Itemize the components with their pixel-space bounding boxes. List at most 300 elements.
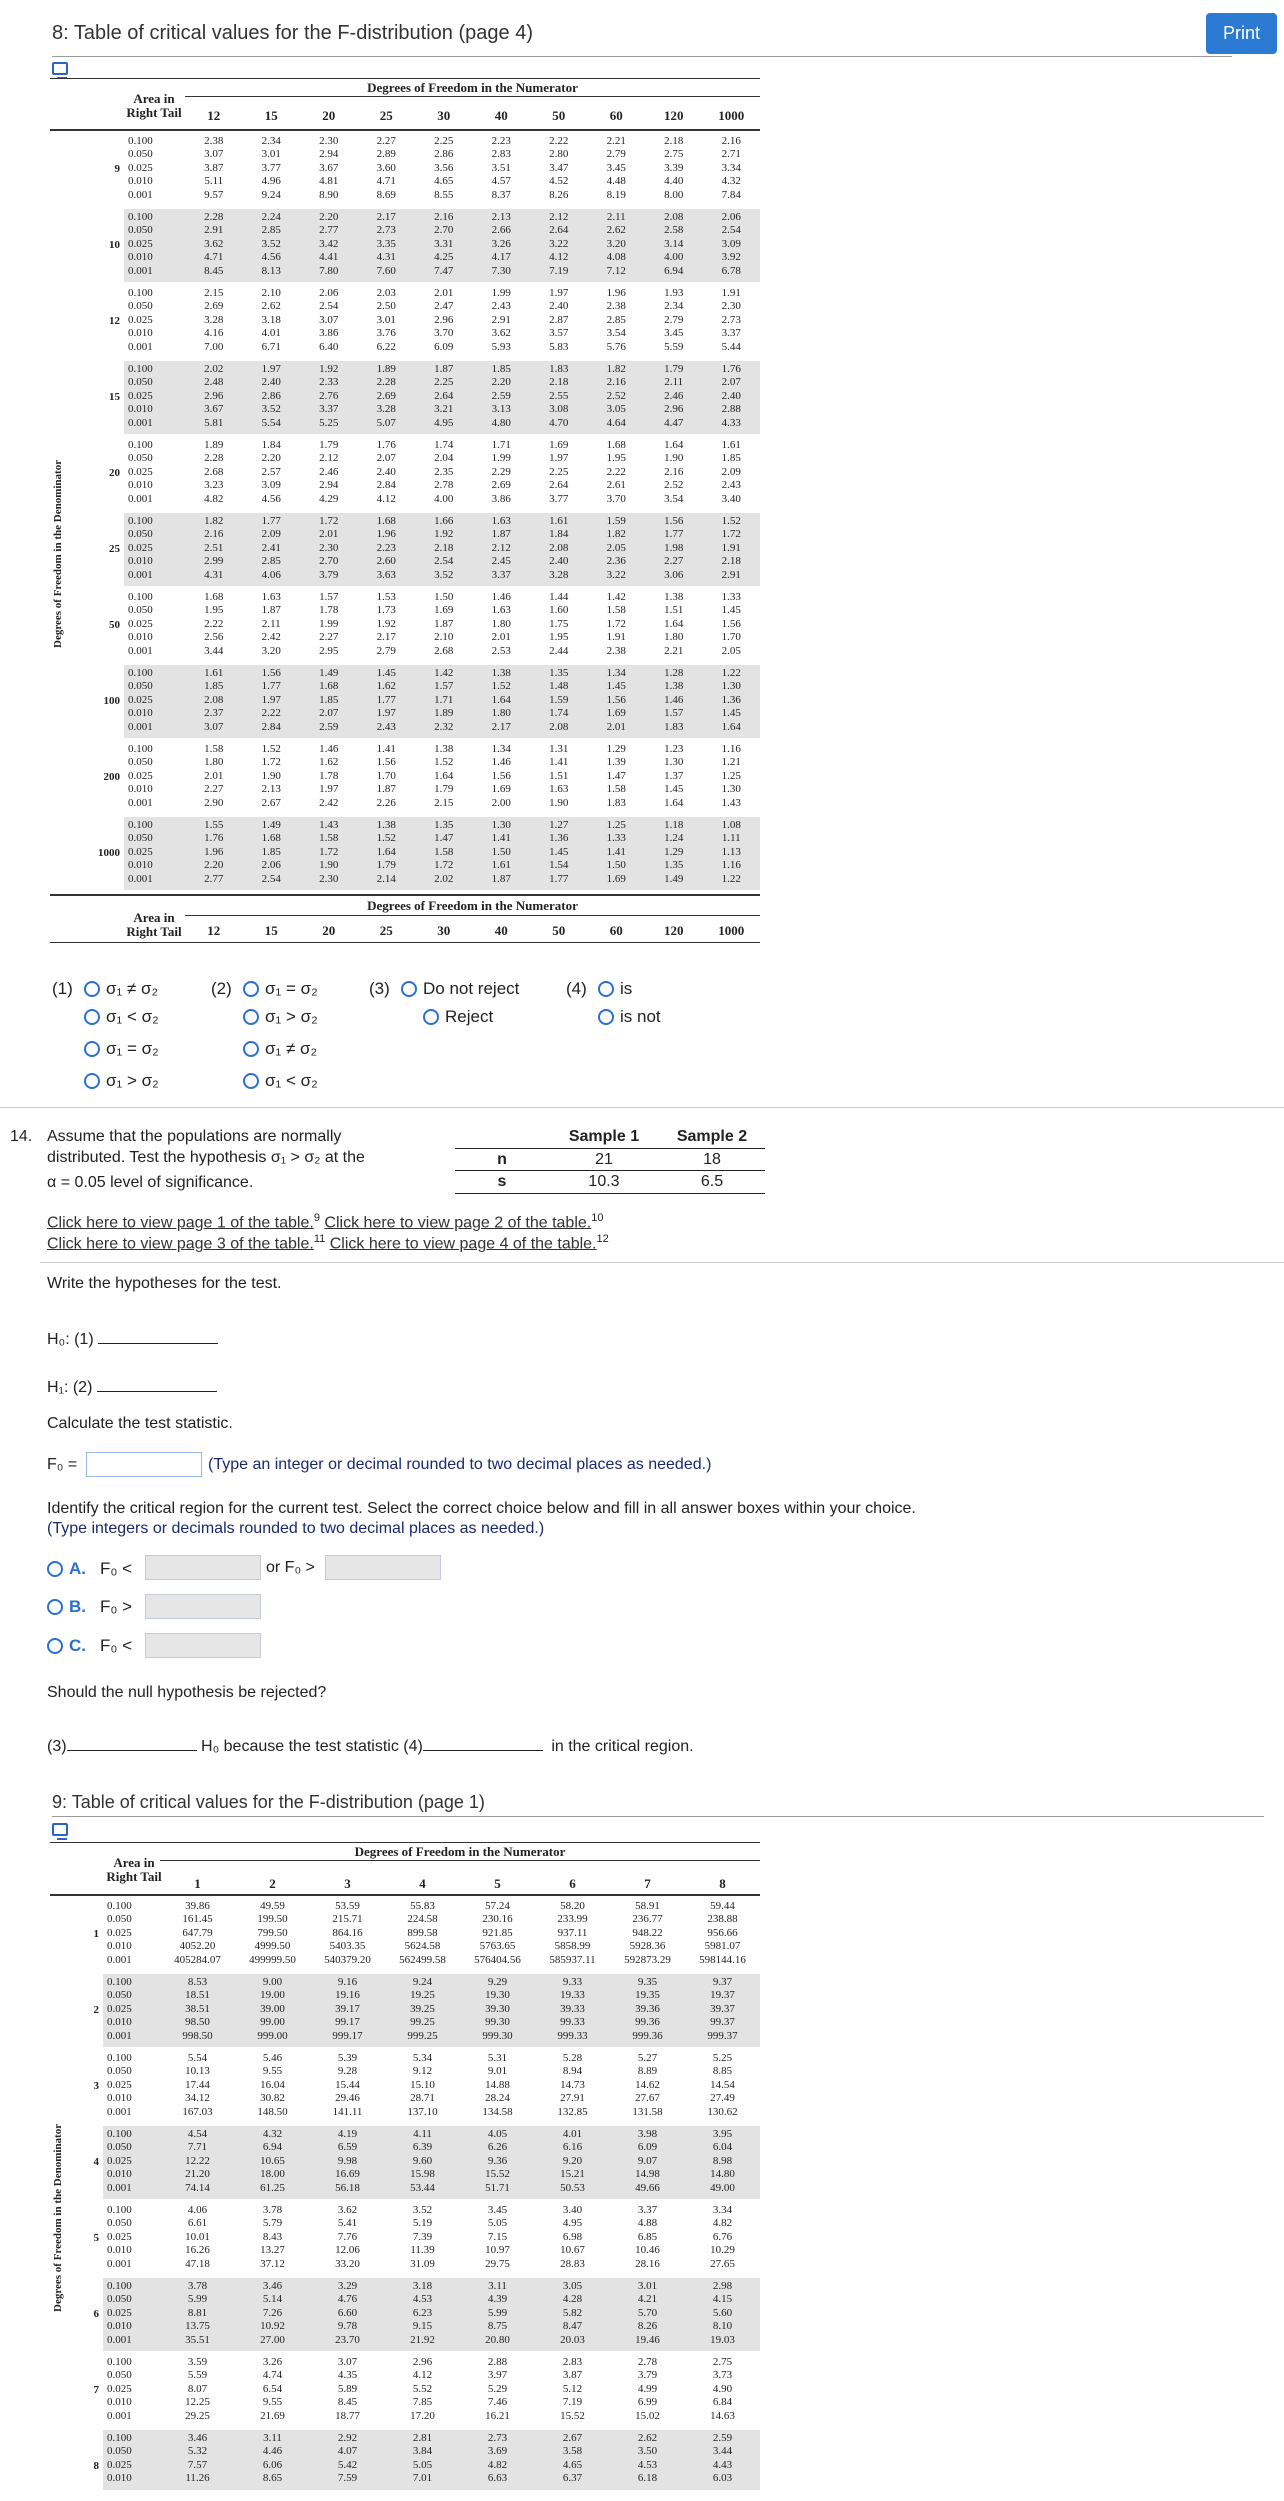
link-page-1[interactable]: Click here to view page 1 of the table. [47, 1214, 314, 1232]
alpha-value: 0.025 [128, 845, 153, 858]
conclusion-blank-3[interactable] [67, 1750, 197, 1751]
denominator-df-label: 50 [109, 618, 120, 631]
h0-blank[interactable] [98, 1343, 218, 1344]
critical-value: 1.50 [606, 859, 626, 872]
critical-value: 58.20 [560, 1900, 585, 1912]
critical-value: 2.07 [721, 376, 741, 389]
critical-value: 3.09 [261, 479, 281, 492]
radio-icon[interactable] [243, 981, 259, 997]
alpha-value: 0.010 [107, 2092, 132, 2105]
critical-value: 12.22 [185, 2154, 210, 2167]
sample-table [455, 1124, 765, 1194]
critical-value: 2.78 [434, 479, 454, 492]
critical-value: 2.52 [664, 479, 684, 492]
alpha-value: 0.050 [128, 832, 153, 845]
radio-icon[interactable] [243, 1073, 259, 1089]
page-header [0, 0, 1284, 70]
critical-value: 3.37 [319, 403, 339, 416]
critical-value: 3.44 [712, 2445, 733, 2458]
critical-value: 39.33 [560, 2002, 585, 2015]
alpha-value: 0.010 [128, 859, 153, 872]
critical-value: 21.20 [185, 2168, 210, 2181]
critical-value: 1.47 [606, 769, 626, 782]
critical-value: 2.38 [606, 644, 626, 657]
critical-value: 2.86 [261, 389, 281, 402]
choice-c[interactable]: C. F₀ < [47, 1636, 132, 1656]
group3-option-2[interactable]: Reject [423, 1007, 493, 1027]
critical-value: 4.16 [204, 327, 224, 340]
critical-value: 4.76 [337, 2293, 358, 2306]
critical-value: 58.91 [635, 1900, 660, 1912]
critical-value: 19.35 [635, 1989, 660, 2002]
denominator-df-label: 1000 [98, 846, 120, 859]
radio-icon[interactable] [84, 1073, 100, 1089]
alpha-value: 0.001 [107, 2257, 132, 2270]
h1-row: H₁: (2) [47, 1379, 217, 1397]
critical-value: 2.32 [434, 720, 454, 733]
critical-value: 7.76 [337, 2230, 358, 2243]
critical-value: 7.57 [187, 2458, 208, 2471]
critical-value: 6.06 [262, 2458, 283, 2471]
sample1-header: Sample 1 [568, 1128, 640, 1145]
critical-value: 5.05 [487, 2217, 508, 2230]
critical-value: 2.45 [491, 555, 511, 568]
critical-value: 28.24 [485, 2092, 510, 2105]
critical-value: 5.70 [637, 2306, 658, 2319]
radio-icon[interactable] [47, 1599, 63, 1615]
alpha-value: 0.100 [107, 2052, 132, 2064]
critical-value: 7.00 [204, 340, 224, 353]
table-bottom-rule [50, 942, 760, 943]
critical-value: 9.57 [204, 188, 224, 201]
column-footer: 15 [264, 923, 278, 938]
critical-value: 51.71 [485, 2181, 510, 2194]
link-page-3[interactable]: Click here to view page 3 of the table. [47, 1235, 314, 1253]
critical-value: 1.90 [319, 859, 339, 872]
h1-blank[interactable] [97, 1391, 217, 1392]
critical-value: 1.87 [261, 604, 281, 617]
critical-value: 6.40 [319, 340, 339, 353]
radio-icon[interactable] [84, 981, 100, 997]
alpha-value: 0.100 [128, 515, 153, 527]
critical-value: 53.44 [410, 2181, 435, 2194]
critical-value: 1.69 [606, 707, 626, 720]
critical-value: 2.10 [261, 287, 281, 299]
critical-value: 5.05 [412, 2458, 433, 2471]
critical-value: 49.66 [635, 2181, 660, 2194]
alpha-value: 0.001 [107, 1953, 132, 1966]
critical-value: 56.18 [335, 2181, 360, 2194]
critical-value: 1.93 [664, 287, 684, 299]
critical-value: 5.79 [262, 2217, 283, 2230]
critical-value: 2.76 [319, 389, 339, 402]
critical-value: 3.45 [664, 327, 684, 340]
critical-value: 3.52 [434, 568, 454, 581]
denominator-df-label: 8 [93, 2459, 99, 2472]
critical-value: 2.43 [376, 720, 396, 733]
radio-icon[interactable] [47, 1638, 63, 1654]
critical-value: 29.46 [335, 2092, 360, 2105]
critical-value: 27.67 [635, 2092, 660, 2105]
critical-value: 3.39 [664, 161, 684, 174]
critical-value: 1.22 [721, 667, 741, 679]
choice-b-input[interactable] [145, 1594, 261, 1619]
critical-value: 1.87 [434, 617, 454, 630]
denominator-df-label: 100 [103, 694, 120, 707]
critical-value: 5.59 [187, 2369, 208, 2382]
critical-value: 3.28 [376, 403, 396, 416]
critical-value: 998.50 [182, 2029, 213, 2042]
critical-value: 8.07 [187, 2382, 208, 2395]
critical-value: 4.65 [562, 2458, 583, 2471]
critical-value: 38.51 [185, 2002, 210, 2015]
critical-value: 2.25 [549, 465, 569, 478]
critical-value: 2.27 [664, 555, 684, 568]
critical-value: 5.41 [337, 2217, 358, 2230]
critical-value: 4.31 [376, 251, 396, 264]
critical-value: 5.60 [712, 2306, 733, 2319]
critical-value: 2.18 [434, 541, 454, 554]
critical-value: 3.95 [712, 2128, 733, 2140]
n-sample2: 18 [703, 1151, 721, 1168]
critical-value: 3.78 [262, 2204, 283, 2216]
critical-value: 3.86 [319, 327, 339, 340]
alpha-value: 0.050 [128, 300, 153, 313]
critical-value: 4.19 [337, 2128, 358, 2140]
critical-value: 2.40 [721, 389, 741, 402]
alpha-value: 0.025 [128, 769, 153, 782]
copy-table-icon[interactable] [52, 62, 68, 75]
critical-value: 2.16 [721, 135, 741, 147]
critical-value: 1.41 [549, 756, 569, 769]
critical-value: 2.21 [664, 644, 684, 657]
critical-value: 2.40 [549, 555, 569, 568]
column-header: 60 [609, 108, 623, 123]
critical-value: 2.01 [319, 528, 339, 541]
numerator-banner-footer: Degrees of Freedom in the Numerator [367, 898, 578, 913]
critical-value: 1.51 [549, 769, 569, 782]
critical-value: 2.23 [376, 541, 396, 554]
critical-value: 2.59 [712, 2432, 733, 2444]
critical-value: 1.83 [606, 796, 626, 809]
critical-value: 2.48 [204, 376, 224, 389]
group2-label: (2) [211, 979, 232, 998]
critical-value: 1.61 [204, 667, 224, 679]
column-header: 40 [494, 108, 508, 123]
critical-value: 5.81 [204, 416, 224, 429]
statistic-prompt: Calculate the test statistic. [47, 1415, 233, 1432]
choice-a-or-label: or F₀ > [266, 1559, 315, 1576]
radio-icon[interactable] [401, 981, 417, 997]
alpha-value: 0.100 [107, 2432, 132, 2444]
critical-value: 8.55 [434, 188, 454, 201]
group2-option-2[interactable]: σ₁ > σ₂ [243, 1007, 318, 1027]
critical-value: 3.92 [721, 251, 741, 264]
question-number: 14. [10, 1128, 33, 1145]
critical-value: 2.30 [721, 300, 741, 313]
h0-row: H₀: (1) [47, 1331, 218, 1349]
critical-value: 3.05 [562, 2280, 583, 2292]
critical-value: 9.16 [337, 1976, 358, 1988]
critical-value: 5.42 [337, 2458, 358, 2471]
critical-value: 3.11 [488, 2280, 507, 2292]
critical-value: 3.22 [606, 568, 626, 581]
header-rule [50, 129, 760, 131]
critical-value: 7.12 [606, 264, 626, 277]
link-page-4[interactable]: Click here to view page 4 of the table. [329, 1235, 597, 1253]
critical-value: 1.30 [721, 680, 741, 693]
critical-value: 3.18 [412, 2280, 433, 2292]
critical-value: 1.38 [664, 680, 684, 693]
critical-value: 1.77 [376, 693, 396, 706]
radio-icon[interactable] [423, 1009, 439, 1025]
area-footer-line: Area in [133, 910, 175, 925]
critical-value: 8.26 [637, 2320, 658, 2333]
choice-a-lower-input[interactable] [145, 1555, 261, 1580]
critical-value: 999.36 [632, 2029, 663, 2042]
radio-icon[interactable] [598, 1009, 614, 1025]
alpha-value: 0.001 [107, 2029, 132, 2042]
critical-value: 8.45 [204, 264, 224, 277]
alpha-value: 0.100 [107, 2128, 132, 2140]
critical-value: 1.58 [204, 743, 224, 755]
critical-value: 4.71 [376, 175, 396, 188]
critical-value: 4.96 [261, 175, 281, 188]
critical-value: 3.37 [491, 568, 511, 581]
denominator-axis-label: Degrees of Freedom in the Denominator [52, 459, 64, 648]
critical-value: 6.94 [262, 2141, 283, 2154]
alpha-value: 0.010 [107, 2168, 132, 2181]
critical-value: 236.77 [632, 1913, 663, 1926]
critical-value: 1.31 [549, 743, 569, 755]
critical-value: 5.27 [637, 2052, 658, 2064]
critical-value: 34.12 [185, 2092, 210, 2105]
group3-option-1[interactable]: Do not reject [401, 979, 519, 999]
critical-value: 1.97 [261, 363, 281, 375]
critical-value: 2.85 [261, 224, 281, 237]
critical-value: 3.28 [549, 568, 569, 581]
critical-value: 1.95 [204, 604, 224, 617]
critical-value: 1.45 [606, 680, 626, 693]
critical-value: 5.54 [261, 416, 281, 429]
critical-value: 2.46 [319, 465, 339, 478]
critical-value: 999.25 [407, 2029, 438, 2042]
critical-value: 8.10 [712, 2320, 733, 2333]
critical-value: 27.49 [710, 2092, 735, 2105]
critical-value: 2.86 [434, 148, 454, 161]
conclusion-blank-4[interactable] [423, 1750, 543, 1751]
critical-value: 1.22 [721, 872, 741, 885]
critical-value: 238.88 [707, 1913, 738, 1926]
critical-value: 2.64 [434, 389, 454, 402]
critical-value: 6.60 [337, 2306, 358, 2319]
print-button[interactable]: Print [1206, 13, 1277, 54]
critical-value: 1.60 [549, 604, 569, 617]
critical-value: 1.72 [319, 515, 339, 527]
alpha-value: 0.050 [107, 2293, 132, 2306]
critical-value: 1.63 [491, 515, 511, 527]
group3-label: (3) [369, 979, 390, 998]
critical-value: 2.02 [204, 363, 224, 375]
critical-value: 39.36 [635, 2002, 660, 2015]
critical-value: 137.10 [407, 2105, 438, 2118]
critical-value: 1.49 [261, 819, 281, 831]
radio-icon[interactable] [47, 1561, 63, 1577]
critical-value: 2.95 [319, 644, 339, 657]
radio-icon[interactable] [84, 1009, 100, 1025]
radio-icon[interactable] [243, 1041, 259, 1057]
choice-a-upper-input[interactable] [325, 1555, 441, 1580]
critical-value: 1.64 [721, 720, 741, 733]
critical-value: 1.89 [434, 707, 454, 720]
critical-value: 5928.36 [629, 1940, 666, 1953]
critical-value: 19.16 [335, 1989, 360, 2002]
critical-value: 2.01 [606, 720, 626, 733]
copy-table-icon[interactable] [52, 1823, 68, 1836]
critical-value: 1.69 [549, 439, 569, 451]
radio-icon[interactable] [84, 1041, 100, 1057]
critical-value: 1.72 [261, 756, 281, 769]
critical-value: 13.27 [260, 2244, 285, 2257]
critical-value: 3.62 [337, 2204, 358, 2216]
group1-option-2[interactable]: σ₁ < σ₂ [84, 1007, 159, 1027]
critical-value: 1.75 [549, 617, 569, 630]
group4-label: (4) [566, 979, 587, 998]
critical-value: 7.60 [376, 264, 396, 277]
critical-value: 6.78 [721, 264, 741, 277]
area-footer-line: Right Tail [126, 923, 182, 939]
critical-value: 1.56 [261, 667, 281, 679]
critical-value: 3.07 [204, 148, 224, 161]
critical-value: 17.44 [185, 2078, 210, 2091]
critical-value: 6.26 [487, 2141, 508, 2154]
column-header: 7 [644, 1876, 651, 1891]
critical-value: 3.63 [376, 568, 396, 581]
link-page-2[interactable]: Click here to view page 2 of the table. [324, 1214, 592, 1232]
critical-value: 5.11 [204, 175, 224, 188]
critical-value: 1.18 [664, 819, 684, 831]
radio-icon[interactable] [598, 981, 614, 997]
question-prompt-line1: Assume that the populations are normally [47, 1128, 342, 1145]
critical-value: 2.28 [376, 376, 396, 389]
critical-value: 1.80 [664, 631, 684, 644]
critical-value: 2.07 [376, 452, 396, 465]
column-footer: 60 [609, 923, 623, 938]
alpha-value: 0.025 [107, 2002, 132, 2015]
group4-option-2[interactable]: is not [598, 1007, 661, 1027]
critical-value: 3.37 [637, 2204, 658, 2216]
critical-value: 3.77 [261, 161, 281, 174]
critical-value: 10.13 [185, 2065, 210, 2078]
critical-value: 1.90 [261, 769, 281, 782]
choice-b[interactable]: B. F₀ > [47, 1597, 132, 1617]
critical-value: 5.54 [187, 2052, 208, 2064]
choice-c-input[interactable] [145, 1633, 261, 1658]
denominator-axis-label: Degrees of Freedom in the Denominator [52, 2123, 64, 2312]
critical-value: 3.52 [261, 237, 281, 250]
critical-value: 7.01 [412, 2472, 433, 2485]
critical-value: 7.30 [491, 264, 511, 277]
group1-option-3[interactable]: σ₁ = σ₂ [84, 1039, 159, 1059]
critical-value: 1.43 [319, 819, 339, 831]
critical-value: 1.56 [664, 515, 684, 527]
f0-input[interactable] [86, 1452, 202, 1477]
critical-value: 2.22 [204, 617, 224, 630]
alpha-value: 0.050 [107, 2369, 132, 2382]
critical-value: 6.98 [562, 2230, 583, 2243]
critical-value: 3.07 [319, 313, 339, 326]
group1-option-4[interactable]: σ₁ > σ₂ [84, 1071, 159, 1091]
critical-value: 1.57 [434, 680, 454, 693]
critical-value: 10.67 [560, 2244, 585, 2257]
column-header: 6 [569, 1876, 576, 1891]
critical-value: 1.50 [434, 591, 454, 603]
alpha-value: 0.100 [107, 1900, 132, 1912]
critical-value: 2.71 [721, 148, 741, 161]
group2-option-4[interactable]: σ₁ < σ₂ [243, 1071, 318, 1091]
critical-value: 1.99 [491, 452, 511, 465]
critical-value: 1.37 [664, 769, 684, 782]
group2-option-1[interactable]: σ₁ = σ₂ [243, 979, 318, 999]
reject-prompt: Should the null hypothesis be rejected? [47, 1684, 327, 1701]
column-header: 50 [552, 108, 566, 123]
critical-value: 1.58 [434, 845, 454, 858]
critical-value: 1.97 [549, 287, 569, 299]
group2-option-3[interactable]: σ₁ ≠ σ₂ [243, 1039, 317, 1059]
choice-a[interactable]: A. F₀ < [47, 1559, 132, 1579]
critical-value: 1.08 [721, 819, 741, 831]
critical-value: 8.69 [376, 188, 396, 201]
critical-value: 2.99 [204, 555, 224, 568]
alpha-value: 0.001 [128, 644, 153, 657]
critical-value: 6.16 [562, 2141, 583, 2154]
critical-value: 2.88 [721, 403, 741, 416]
critical-value: 2.11 [261, 617, 281, 630]
critical-value: 8.85 [712, 2065, 733, 2078]
critical-value: 99.17 [335, 2016, 360, 2029]
group4-option-1[interactable]: is [598, 979, 632, 999]
critical-value: 199.50 [257, 1913, 288, 1926]
critical-value: 230.16 [482, 1913, 513, 1926]
critical-value: 5.89 [337, 2382, 358, 2395]
critical-value: 4.25 [434, 251, 454, 264]
critical-value: 3.78 [187, 2280, 208, 2292]
group1-option-1[interactable]: σ₁ ≠ σ₂ [84, 979, 158, 999]
critical-value: 2.20 [319, 211, 339, 223]
critical-value: 2.27 [204, 783, 224, 796]
radio-icon[interactable] [243, 1009, 259, 1025]
critical-value: 1.68 [319, 680, 339, 693]
critical-value: 3.86 [491, 492, 511, 505]
alpha-value: 0.001 [128, 492, 153, 505]
critical-value: 29.75 [485, 2257, 510, 2270]
critical-value: 2.94 [319, 148, 339, 161]
critical-value: 2.57 [261, 465, 281, 478]
critical-value: 4.06 [187, 2204, 208, 2216]
critical-value: 2.16 [434, 211, 454, 223]
critical-value: 2.44 [549, 644, 569, 657]
critical-value: 2.84 [261, 720, 281, 733]
critical-value: 4.52 [549, 175, 569, 188]
critical-value: 3.97 [487, 2369, 508, 2382]
column-header: 1 [194, 1876, 201, 1891]
critical-value: 6.76 [712, 2230, 733, 2243]
critical-value: 1.28 [664, 667, 684, 679]
critical-value: 1.68 [261, 832, 281, 845]
critical-value: 1.80 [491, 617, 511, 630]
critical-value: 3.01 [637, 2280, 658, 2292]
critical-value: 2.09 [261, 528, 281, 541]
